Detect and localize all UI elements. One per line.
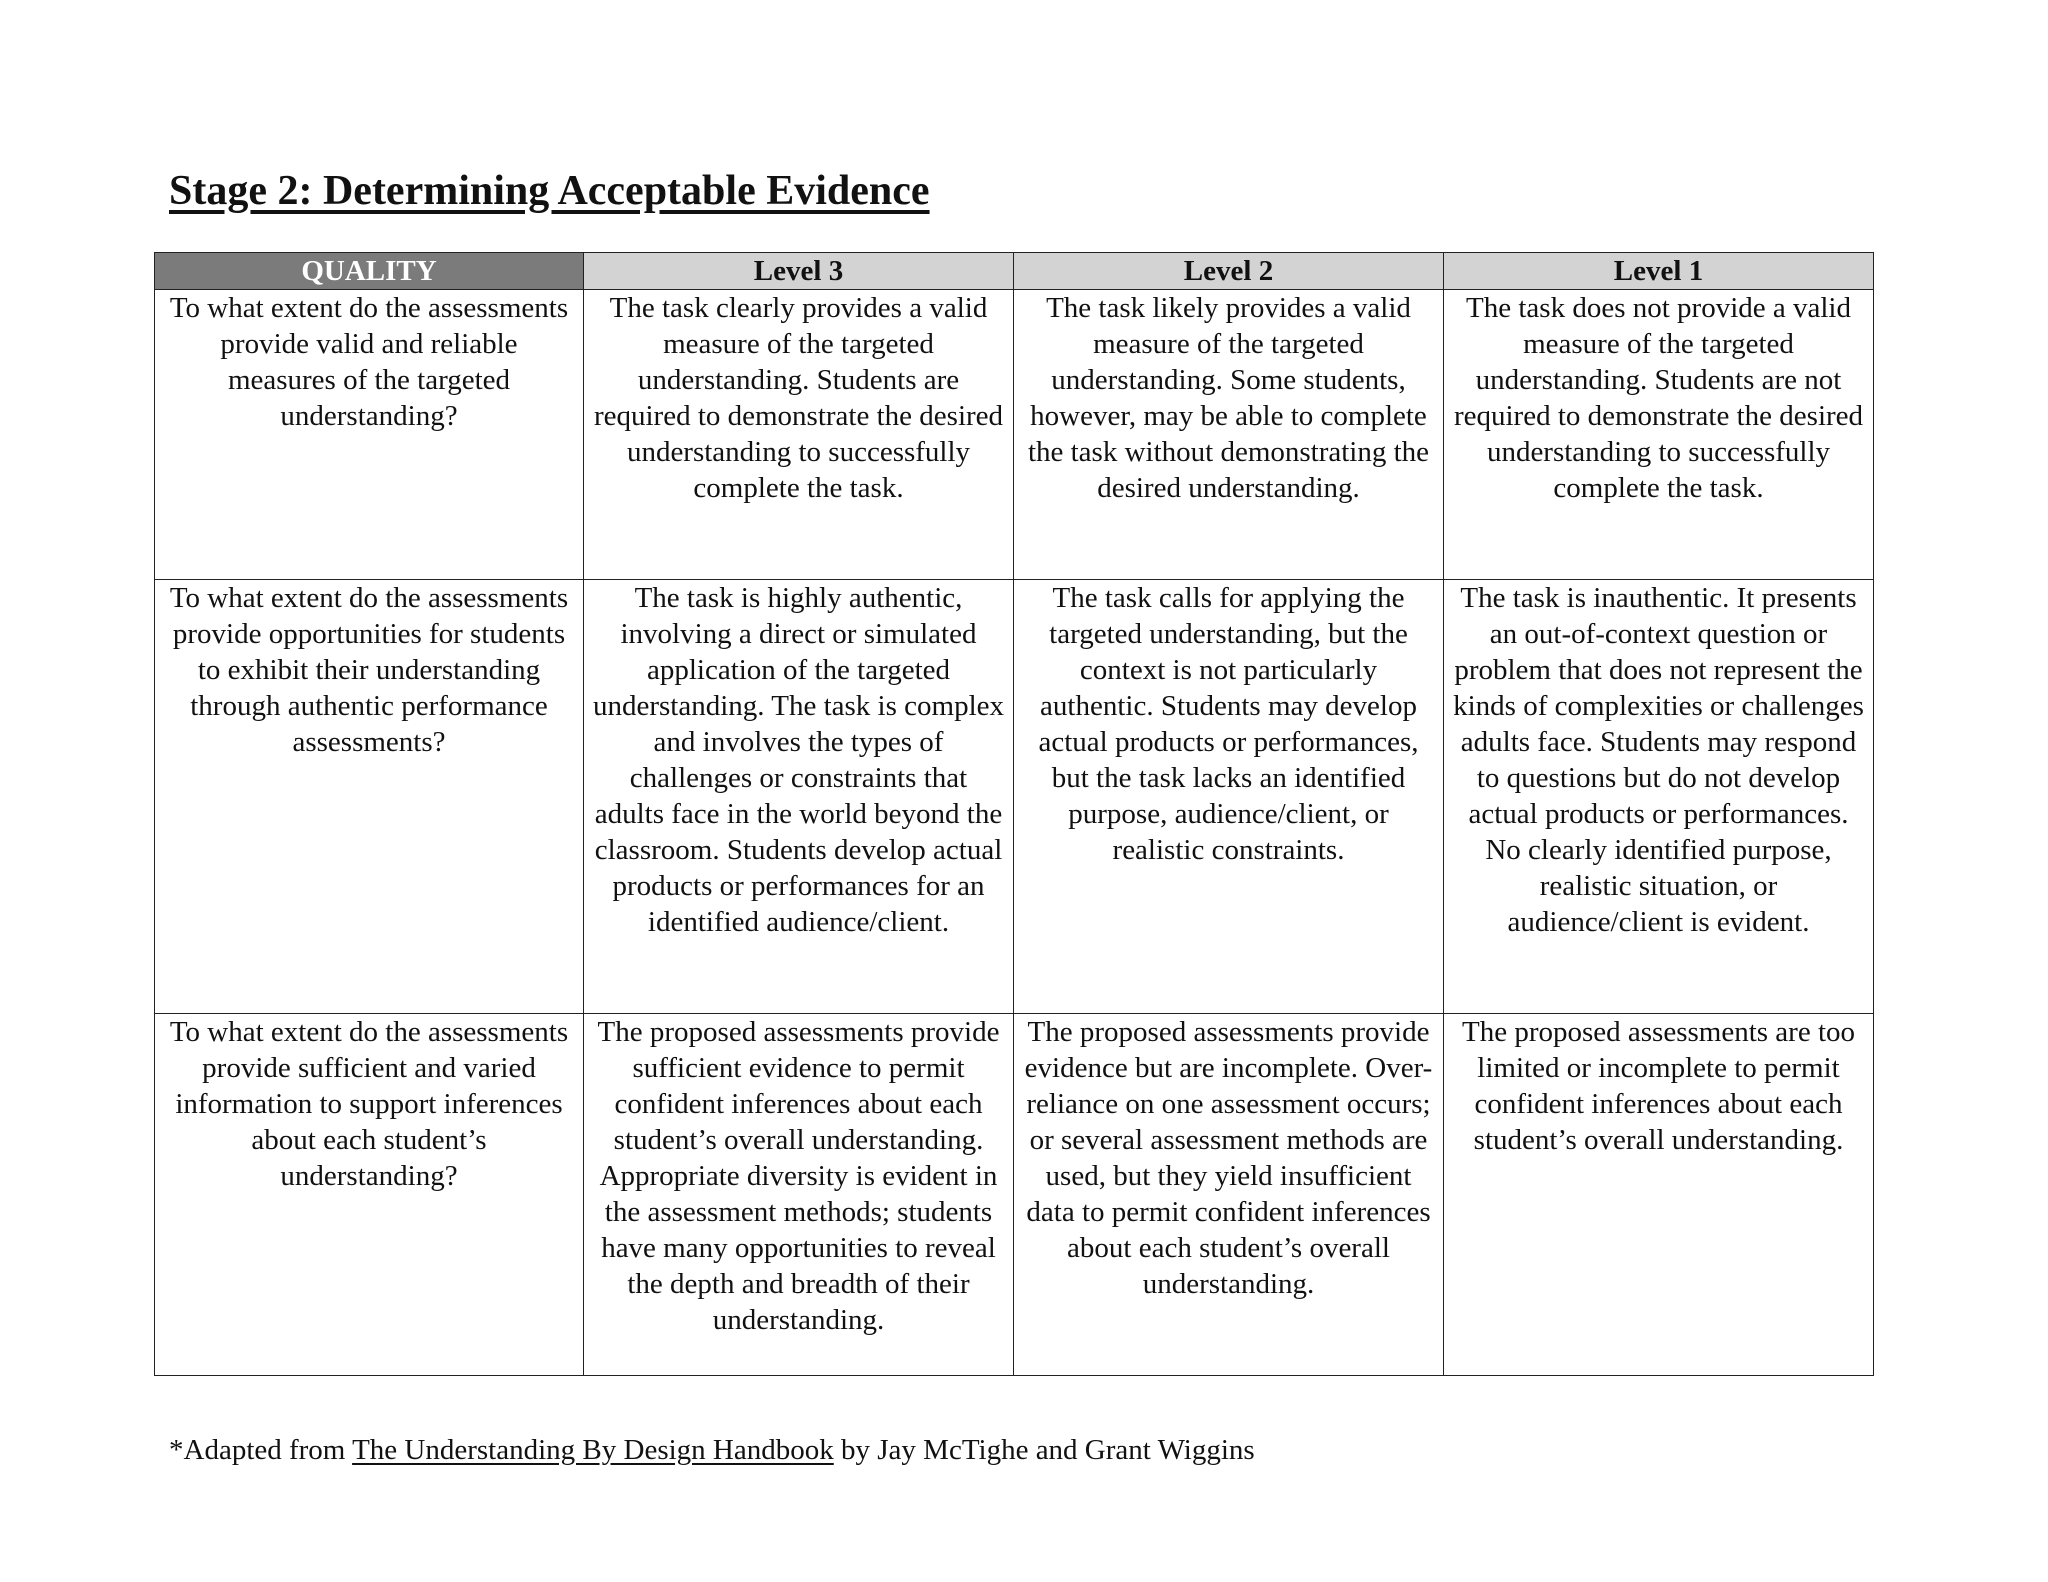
header-quality: QUALITY [155, 253, 584, 290]
level-3-text: The task is highly authentic, involving a direct or simulated application of the targeted understanding. The task is complex and involves the types of challenges or constraints that adults face in the world beyond the classroom. Students develop actual products or performances for an identified audience/client. [592, 582, 1005, 938]
quality-cell [155, 580, 584, 1014]
footnote-book-title: The Understanding By Design Handbook [352, 1434, 834, 1466]
table-row [155, 580, 1874, 1014]
level-2-text: The task likely provides a valid measure of the targeted understanding. Some students, however, may be able to complete the task without demonstrating the desired understanding. [1027, 292, 1430, 504]
level-1-text: The task does not provide a valid measure of the targeted understanding. Students are not required to demonstrate the desired understanding to successfully complete the task. [1453, 292, 1864, 504]
rubric-table [154, 252, 1874, 1376]
quality-text: To what extent do the assessments provide valid and reliable measures of the targeted understanding? [169, 292, 569, 432]
level-3-cell [584, 1014, 1014, 1376]
footnote-suffix: by Jay McTighe and Grant Wiggins [833, 1434, 1255, 1466]
header-level-3: Level 3 [584, 253, 1014, 290]
header-level-2: Level 2 [1014, 253, 1444, 290]
level-1-cell [1444, 1014, 1874, 1376]
footnote [169, 1432, 1255, 1468]
table-row [155, 290, 1874, 580]
header-level-1: Level 1 [1444, 253, 1874, 290]
level-2-cell [1014, 1014, 1444, 1376]
quality-cell [155, 290, 584, 580]
level-1-text: The proposed assessments are too limited or incomplete to permit confident inferences about each student’s overall understanding. [1461, 1016, 1855, 1156]
level-3-text: The task clearly provides a valid measure of the targeted understanding. Students are required to demonstrate the desired understanding to successfully complete the task. [593, 292, 1004, 504]
level-3-text: The proposed assessments provide sufficient evidence to permit confident inferences about each student’s overall understanding. Appropriate diversity is evident in the assessment methods; students have many opportunities to reveal the depth and breadth of their understanding. [597, 1016, 1000, 1336]
page-title: Stage 2: Determining Acceptable Evidence [169, 168, 930, 214]
quality-text: To what extent do the assessments provide sufficient and varied information to support inferences about each student’s understanding? [169, 1016, 569, 1192]
header-row [155, 253, 1874, 290]
level-2-cell [1014, 580, 1444, 1014]
quality-text: To what extent do the assessments provide opportunities for students to exhibit their understanding through authentic performance assessments? [169, 582, 569, 758]
level-3-cell [584, 580, 1014, 1014]
quality-cell [155, 1014, 584, 1376]
level-3-cell [584, 290, 1014, 580]
footnote-prefix: *Adapted from [169, 1434, 353, 1466]
level-2-text: The task calls for applying the targeted understanding, but the context is not particularly authentic. Students may develop actual products or performances, but the task lacks an identified purpose, audience/client, or realistic constraints. [1038, 582, 1419, 866]
level-1-cell [1444, 290, 1874, 580]
level-1-text: The task is inauthentic. It presents an out-of-context question or problem that does not represent the kinds of complexities or challenges adults face. Students may respond to questions but do not develop actual products or performances. No clearly identified purpose, realistic situation, or audience/client is evident. [1453, 582, 1864, 938]
level-2-cell [1014, 290, 1444, 580]
table-row [155, 1014, 1874, 1376]
level-2-text: The proposed assessments provide evidence but are incomplete. Over-reliance on one assessment occurs; or several assessment methods are used, but they yield insufficient data to permit confident inferences about each student’s overall understanding. [1024, 1016, 1433, 1300]
level-1-cell [1444, 580, 1874, 1014]
